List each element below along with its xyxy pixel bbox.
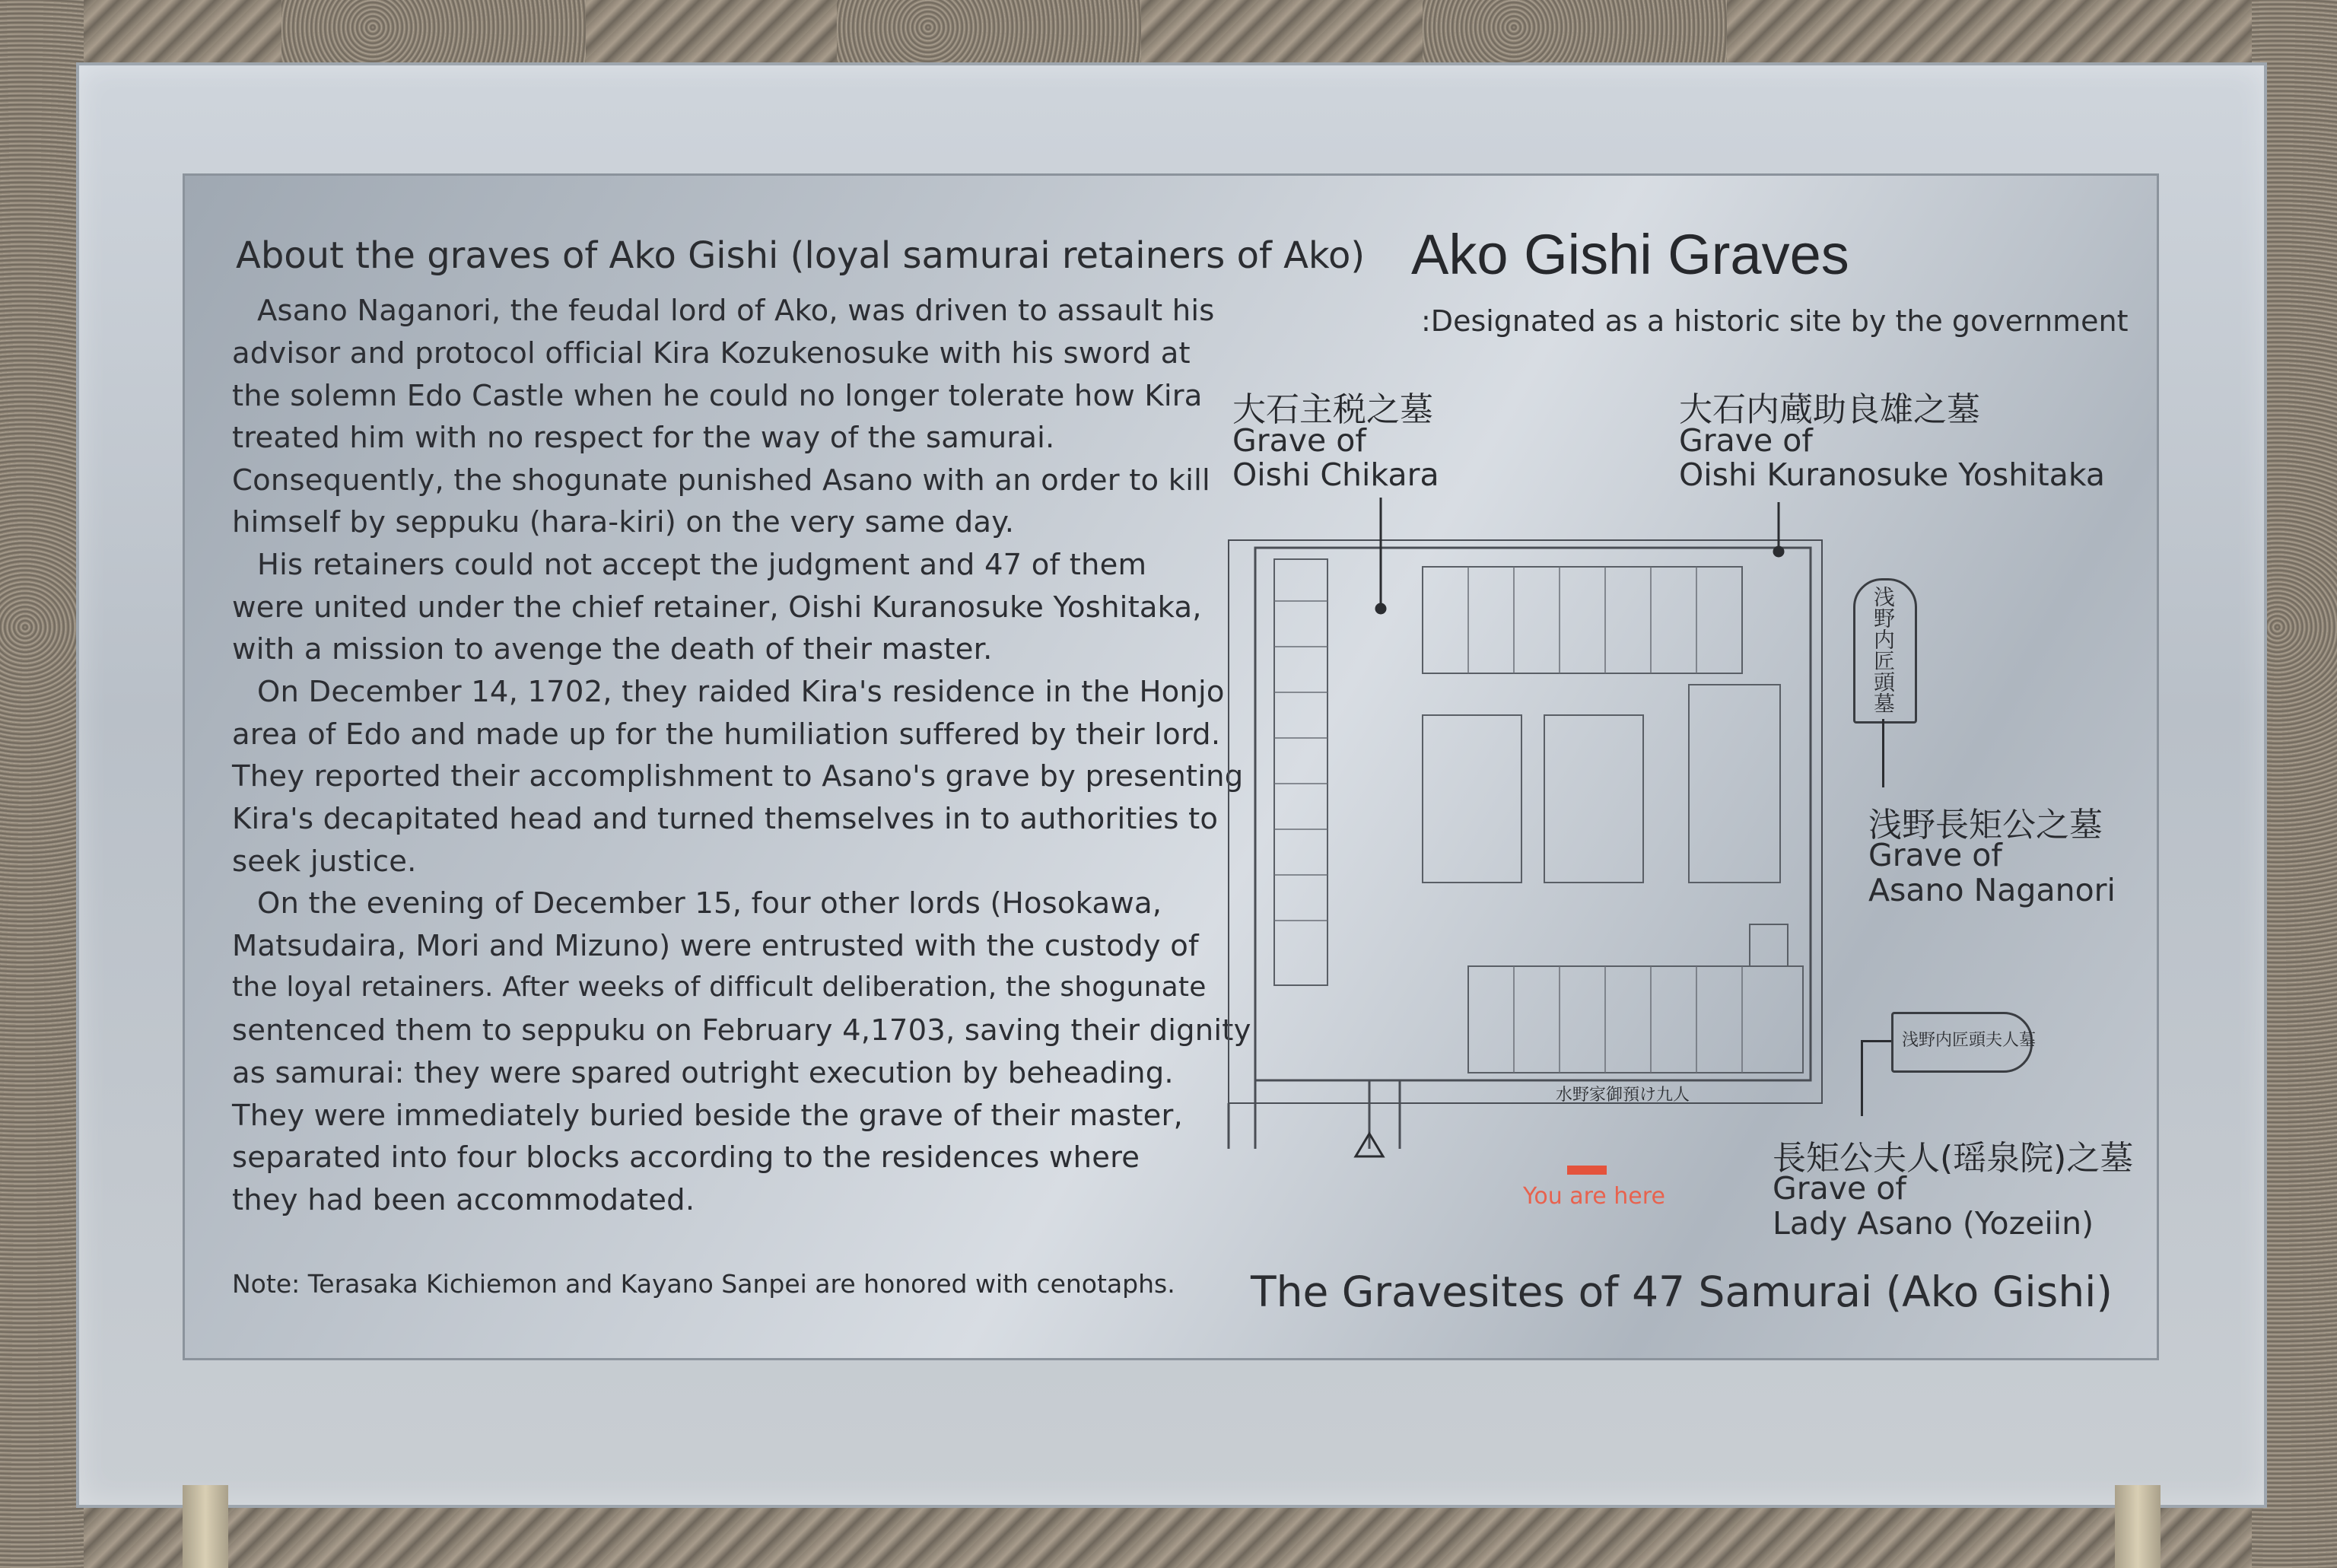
granite-pillar-left — [0, 0, 84, 1568]
label-lady-asano-en2: Lady Asano (Yozeiin) — [1773, 1205, 2094, 1242]
paragraph-line: sentenced them to seppuku on February 4,1703, saving their dignity — [232, 1013, 1251, 1048]
label-oishi-kuranosuke-en1: Grave of — [1679, 422, 1813, 459]
graveyard-outer-wall — [1255, 548, 1811, 1080]
sign-leg-right — [2115, 1485, 2161, 1568]
plate-title: Ako Gishi Graves — [1411, 223, 1849, 286]
label-oishi-chikara-en2: Oishi Chikara — [1232, 456, 1439, 493]
paragraph-line: with a mission to avenge the death of their master. — [232, 632, 993, 666]
granite-pillar-top-3 — [1423, 0, 1727, 68]
asano-leader-line — [1882, 719, 1884, 787]
paragraph-line: advisor and protocol official Kira Kozukenosuke with his sword at — [232, 336, 1191, 371]
label-oishi-chikara-en1: Grave of — [1232, 422, 1366, 459]
label-asano-naganori-en1: Grave of — [1868, 837, 2002, 873]
paragraph-line: They reported their accomplishment to Asano's grave by presenting — [232, 759, 1244, 794]
label-lady-asano-en1: Grave of — [1773, 1170, 1906, 1207]
you-are-here-label: You are here — [1523, 1183, 1665, 1210]
paragraph-line: the loyal retainers. After weeks of difficult deliberation, the shogunate — [232, 972, 1207, 1003]
label-asano-naganori-en2: Asano Naganori — [1868, 872, 2116, 908]
label-lady-asano-jp: 長矩公夫人(瑶泉院)之墓 — [1773, 1139, 2134, 1178]
paragraph-line: the solemn Edo Castle when he could no longer tolerate how Kira — [232, 379, 1203, 413]
paragraph-line: Matsudaira, Mori and Mizuno) were entrusted with the custody of — [232, 929, 1199, 963]
graveyard-map — [1217, 487, 1871, 1172]
lady-asano-grave-label: 浅野内匠頭夫人墓 — [1902, 1031, 2037, 1050]
cenotaph-note: Note: Terasaka Kichiemon and Kayano Sanpei are honored with cenotaphs. — [232, 1269, 1175, 1299]
paragraph-line: treated him with no respect for the way of the samurai. — [232, 421, 1055, 455]
lady-asano-leader-h — [1861, 1040, 1891, 1042]
paragraph-line: Asano Naganori, the feudal lord of Ako, was driven to assault his — [257, 294, 1215, 328]
plate-subtitle: :Designated as a historic site by the government — [1421, 304, 2129, 338]
lady-asano-leader-v — [1861, 1040, 1863, 1116]
label-oishi-chikara-jp: 大石主税之墓 — [1232, 390, 1433, 429]
asano-grave-vertical-label: 浅野内匠頭墓 — [1871, 586, 1896, 714]
granite-pillar-top-1 — [281, 0, 586, 68]
paragraph-line: On the evening of December 15, four other lords (Hosokawa, — [257, 886, 1162, 921]
you-are-here-marker — [1567, 1166, 1607, 1175]
paragraph-line: they had been accommodated. — [232, 1183, 695, 1217]
paragraph-line: On December 14, 1702, they raided Kira's residence in the Honjo — [257, 675, 1225, 709]
map-caption: The Gravesites of 47 Samurai (Ako Gishi) — [1251, 1267, 2113, 1316]
paragraph-line: himself by seppuku (hara-kiri) on the very same day. — [232, 505, 1015, 539]
granite-pillar-top-2 — [837, 0, 1141, 68]
paragraph-line: They were immediately buried beside the grave of their master, — [232, 1099, 1183, 1133]
paragraph-line: Kira's decapitated head and turned themselves in to authorities to — [232, 802, 1219, 836]
map-bottom-label: 水野家御預け九人 — [1556, 1086, 1690, 1105]
paragraph-line: seek justice. — [232, 844, 417, 879]
grave-rows — [1274, 559, 1803, 1073]
label-oishi-kuranosuke-en2: Oishi Kuranosuke Yoshitaka — [1679, 456, 2105, 493]
paragraph-line: His retainers could not accept the judgment and 47 of them — [257, 548, 1147, 582]
sign-leg-left — [183, 1485, 228, 1568]
article-heading: About the graves of Ako Gishi (loyal samurai retainers of Ako) — [236, 234, 1366, 277]
paragraph-line: Consequently, the shogunate punished Asano with an order to kill — [232, 463, 1210, 498]
label-oishi-kuranosuke-jp: 大石内蔵助良雄之墓 — [1679, 390, 1980, 429]
paragraph-line: were united under the chief retainer, Oishi Kuranosuke Yoshitaka, — [232, 590, 1202, 625]
paragraph-line: separated into four blocks according to the residences where — [232, 1140, 1140, 1175]
label-asano-naganori-jp: 浅野長矩公之墓 — [1868, 806, 2103, 844]
paragraph-line: area of Edo and made up for the humiliation suffered by their lord. — [232, 717, 1221, 752]
paragraph-line: as samurai: they were spared outright execution by beheading. — [232, 1056, 1174, 1090]
